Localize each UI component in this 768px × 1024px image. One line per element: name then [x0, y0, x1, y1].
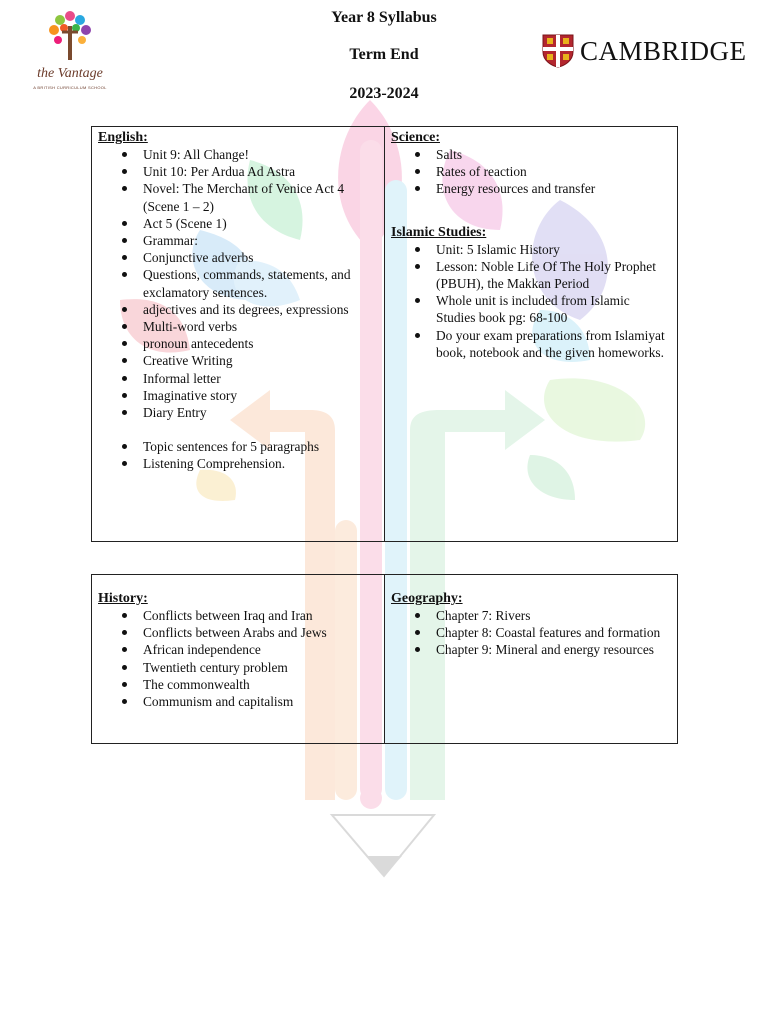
history-cell — [92, 575, 385, 743]
science-list — [391, 146, 671, 198]
list-item: Salts — [436, 146, 671, 163]
list-item: Chapter 8: Coastal features and formation — [436, 624, 671, 641]
islamic-list — [391, 241, 671, 361]
list-item: Twentieth century problem — [143, 659, 378, 676]
list-item: pronoun antecedents — [143, 335, 378, 352]
list-item: Creative Writing — [143, 352, 378, 369]
english-cell — [92, 127, 385, 541]
geography-cell — [385, 575, 677, 743]
list-item: The commonwealth — [143, 676, 378, 693]
science-heading: Science: — [391, 130, 440, 145]
school-tagline: A BRITISH CURRICULUM SCHOOL — [33, 85, 107, 90]
list-item: Topic sentences for 5 paragraphs — [143, 438, 378, 455]
syllabus-table-2 — [91, 574, 678, 744]
list-item: Imaginative story — [143, 387, 378, 404]
list-item: Informal letter — [143, 370, 378, 387]
list-item: Lesson: Noble Life Of The Holy Prophet (PBUH), the Makkan Period — [436, 258, 671, 292]
list-item: African independence — [143, 641, 378, 658]
list-item: Energy resources and transfer — [436, 180, 671, 197]
list-item: Novel: The Merchant of Venice Act 4 (Scene 1 – 2) — [143, 180, 378, 214]
list-item: Communism and capitalism — [143, 693, 378, 710]
list-item: Rates of reaction — [436, 163, 671, 180]
geography-list — [391, 607, 671, 659]
list-item: Questions, commands, statements, and exclamatory sentences. — [143, 266, 378, 300]
history-heading: History: — [98, 591, 148, 606]
list-item: Chapter 7: Rivers — [436, 607, 671, 624]
list-item: Whole unit is included from Islamic Studies book pg: 68-100 — [436, 292, 671, 326]
english-list — [98, 146, 378, 473]
syllabus-table-1 — [91, 126, 678, 542]
list-item: Conflicts between Iraq and Iran — [143, 607, 378, 624]
list-item: Multi-word verbs — [143, 318, 378, 335]
cambridge-wordmark: CAMBRIDGE — [580, 36, 747, 66]
list-item: Chapter 9: Mineral and energy resources — [436, 641, 671, 658]
syllabus-title: Year 8 Syllabus — [331, 9, 437, 26]
crest-icon — [542, 34, 574, 68]
school-name: the Vantage — [37, 66, 103, 81]
history-list — [98, 607, 378, 710]
year-title: 2023-2024 — [349, 85, 419, 102]
list-item: Do your exam preparations from Islamiyat book, notebook and the given homeworks. — [436, 327, 671, 361]
list-item: Grammar: — [143, 232, 378, 249]
term-title: Term End — [349, 46, 419, 63]
english-heading: English: — [98, 130, 148, 145]
list-item: Conjunctive adverbs — [143, 249, 378, 266]
list-item: Diary Entry — [143, 404, 378, 421]
list-item: Unit 10: Per Ardua Ad Astra — [143, 163, 378, 180]
islamic-heading: Islamic Studies: — [391, 224, 487, 240]
list-item: adjectives and its degrees, expressions — [143, 301, 378, 318]
list-item: Conflicts between Arabs and Jews — [143, 624, 378, 641]
list-item: Unit 9: All Change! — [143, 146, 378, 163]
list-item: Act 5 (Scene 1) — [143, 215, 378, 232]
list-item: Unit: 5 Islamic History — [436, 241, 671, 258]
list-item: Listening Comprehension. — [143, 455, 378, 472]
geography-heading: Geography: — [391, 591, 463, 606]
cambridge-logo — [542, 34, 752, 70]
science-islamic-cell — [385, 127, 677, 541]
